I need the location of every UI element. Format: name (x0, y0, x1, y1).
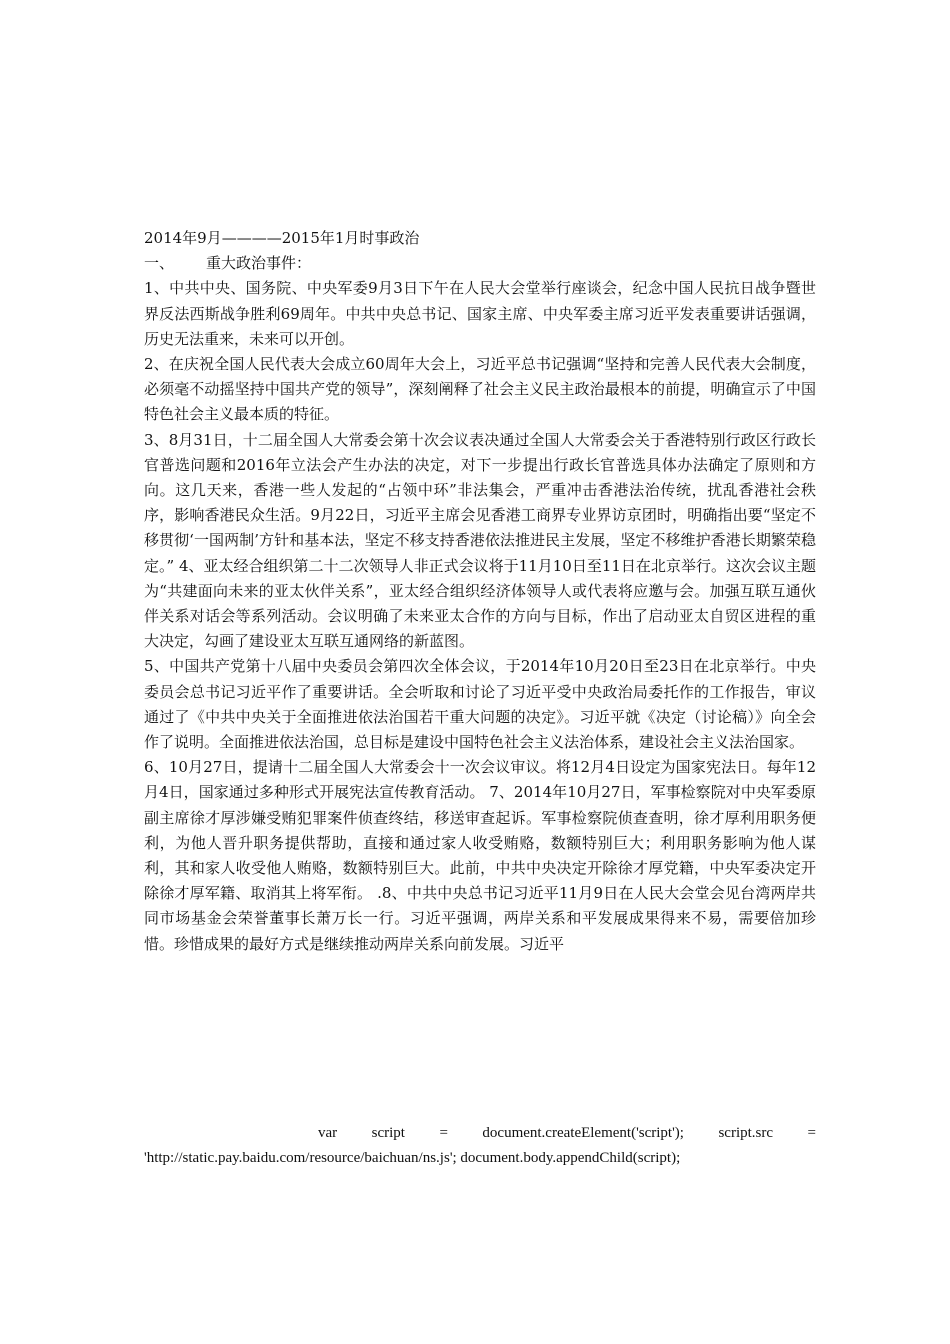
code-line-1 (144, 1121, 816, 1146)
code-line-2: 'http://static.pay.baidu.com/resource/baichuan/ns.js'; document.body.appendChild(script); (144, 1150, 681, 1166)
paragraph-2: 2、在庆祝全国人民代表大会成立60周年大会上，习近平总书记强调“坚持和完善人民代表大会制度，必须毫不动摇坚持中国共产党的领导”，深刻阐释了社会主义民主政治最根本的前提，明确宣示了中国特色社会主义最本质的特征。 (144, 355, 816, 424)
paragraph-1: 1、中共中央、国务院、中央军委9月3日下午在人民大会堂举行座谈会，纪念中国人民抗日战争暨世界反法西斯战争胜利69周年。中共中央总书记、国家主席、中央军委主席习近平发表重要讲话强调，历史无法重来，未来可以开创。 (144, 279, 816, 348)
code-token: = (807, 1125, 816, 1141)
section-label: 重大政治事件： (206, 254, 312, 273)
paragraph-6: 6、10月27日，提请十二届全国人大常委会十一次会议审议。将12月4日设定为国家宪法日。每年12月4日，国家通过多种形式开展宪法宣传教育活动。 7、2014年10月27日，军事检察院对中央军委原副主席徐才厚涉嫌受贿犯罪案件侦查终结，移送审查起诉。军事检察院侦查查明，徐才厚利用职务便利，为他人晋升职务提供帮助，直接和通过家人收受贿赂，数额特别巨大；利用职务影响为他人谋利，其和家人收受他人贿赂，数额特别巨大。此前，中共中央决定开除徐才厚党籍，中央军委决定开除徐才厚军籍、取消其上将军衔。 .8、中共中央总书记习近平11月9日在人民大会堂会见台湾两岸共同市场基金会荣誉董事长萧万长一行。习近平强调，两岸关系和平发展成果得来不易，需要倍加珍惜。珍惜成果的最好方式是继续推动两岸关系向前发展。习近平 (144, 758, 816, 953)
paragraph-3: 3、8月31日，十二届全国人大常委会第十次会议表决通过全国人大常委会关于香港特别行政区行政长官普选问题和2016年立法会产生办法的决定，对下一步提出行政长官普选具体办法确定了原则和方向。这几天来，香港一些人发起的“占领中环”非法集会，严重冲击香港法治传统，扰乱香港社会秩序，影响香港民众生活。9月22日，习近平主席会见香港工商界专业界访京团时，明确指出要“坚定不移贯彻‘一国两制’方针和基本法，坚定不移支持香港依法推进民主发展，坚定不移维护香港长期繁荣稳定。” 4、亚太经合组织第二十二次领导人非正式会议将于11月10日至11日在北京举行。这次会议主题为“共建面向未来的亚太伙伴关系”，亚太经合组织经济体领导人或代表将应邀与会。加强互联互通伙伴关系对话会等系列活动。会议明确了未来亚太合作的方向与目标，作出了启动亚太自贸区进程的重大决定，勾画了建设亚太互联互通网络的新蓝图。 (144, 430, 816, 651)
document-title: 2014年9月————2015年1月时事政治 (144, 229, 420, 247)
code-token: = (439, 1125, 448, 1141)
section-heading (144, 251, 816, 276)
code-token: document.createElement('script'); (482, 1125, 684, 1141)
document-body (144, 226, 816, 957)
code-token: script (371, 1125, 405, 1141)
code-token: script.src (718, 1125, 774, 1141)
paragraph-5: 5、中国共产党第十八届中央委员会第四次全体会议，于2014年10月20日至23日在北京举行。中央委员会总书记习近平作了重要讲话。全会听取和讨论了习近平受中央政治局委托作的工作报告，审议通过了《中共中央关于全面推进依法治国若干重大问题的决定》。习近平就《决定（讨论稿）》向全会作了说明。全面推进依法治国，总目标是建设中国特色社会主义法治体系，建设社会主义法治国家。 (144, 657, 816, 752)
code-token: var (318, 1125, 338, 1141)
script-code-text (144, 1121, 816, 1171)
section-number: 一、 (144, 254, 175, 273)
